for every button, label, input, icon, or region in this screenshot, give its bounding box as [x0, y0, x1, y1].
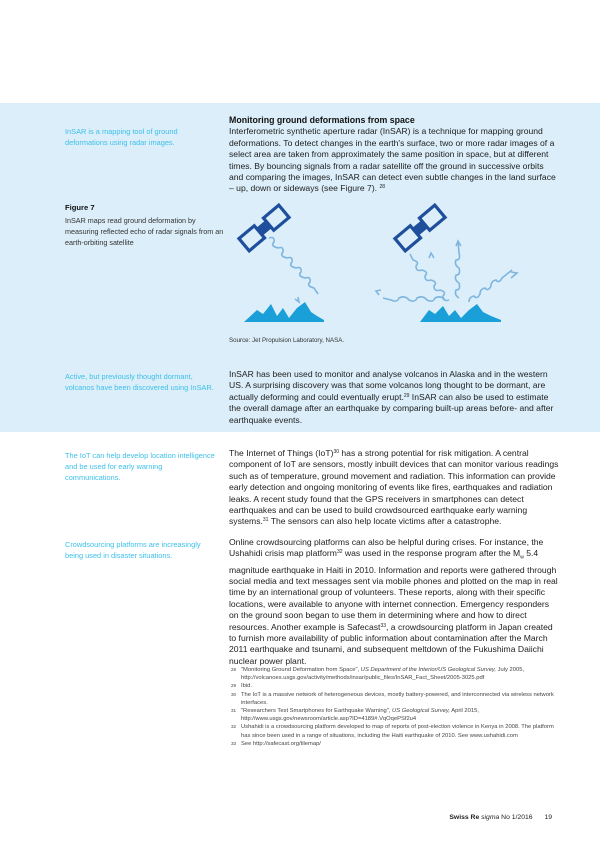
section-heading: Monitoring ground deformations from space — [229, 115, 415, 125]
section-crowdsourcing — [229, 537, 559, 667]
footnote-ref[interactable]: 31 — [262, 517, 269, 524]
paragraph: Online crowdsourcing platforms can also be helpful during crises. For instance, the Ushahidi crisis map platform$^{32}$ was used in the response program after the $M_w$ 5.4 magnitude earthquake in Haiti in 2010. Information and reports were gathered through social media and text messages sent via mobile phones and plotted on the map in real time by an international group of volunteers. These reports, along with their specific locations, were available to anyone with internet connection. Emergency responders on the ground soon began to use them in determining where and how to direct resources. Another example is Safecast$^{33}$, a crowdsourcing platform in Japan created to furnish more availability of public information about contamination after the March 2011 earthquake and tsunami, and subsequent meltdown of the Fukushima Daiichi nuclear power plant. — [229, 537, 558, 666]
footnote: 30 The IoT is a massive network of heterogeneous devices, mostly battery-powered, and interconnected via wireless network interfaces. — [231, 691, 554, 706]
ground-shape-left — [244, 302, 324, 322]
figure-title: Figure 7 — [65, 203, 95, 212]
footnote-ref[interactable]: 29 — [403, 392, 410, 399]
side-note-iot: The IoT can help develop location intelligence and be used for early warning communications. — [65, 451, 215, 482]
side-note-crowdsourcing: Crowdsourcing platforms are increasingly being used in disaster situations. — [65, 540, 201, 560]
footnote-ref[interactable]: 32 — [336, 549, 343, 556]
footnote: 29 Ibid. — [231, 683, 252, 690]
footnote: 33 See http://safecast.org/tilemap/ — [231, 740, 321, 747]
ground-shape-right — [420, 304, 501, 322]
reflected-waves — [383, 241, 512, 302]
brand-name: Swiss Re — [449, 814, 480, 821]
footnotes — [231, 666, 561, 748]
arrow-heads — [376, 241, 517, 295]
page-footer — [449, 814, 552, 821]
section-volcanos — [229, 369, 559, 426]
footnote: 28 "Monitoring Ground Deformation from Space", US Department of the Interior/US Geological Survey, July 2005, http://volcanoes.usgs.gov/activity/methods/insar/public_files/InSAR_Fact_Sheet/2005-3025.pdf — [231, 667, 525, 682]
footnote-ref[interactable]: 33 — [380, 622, 386, 629]
paragraph: The Internet of Things (IoT)$^{30}$ has a strong potential for risk mitigation. A central component of IoT are sensors, mostly inbuilt devices that can monitor various readings such as of temperature, ground movement and radiation. This information can provide early detection and ongoing monitoring of events like fires, earthquakes and radiation leaks. A recent study found that the GPS receivers in smartphones can detect earthquakes and can be used to build crowdsourced earthquake early warning systems.$^{31}$ The sensors can also help locate victims after a catastrophe. — [229, 448, 559, 527]
paragraph: Interferometric synthetic aperture radar (InSAR) is a technique for mapping ground deformations. To detect changes in the earth's surface, two or more radar images of a select area are taken from approximately the same position in space, but at different times. By bouncing signals from a radar satellite off the ground in successive orbits and comparing the images, InSAR can detect even subtle changes in the land surface – up, down or sideways (see Figure 7). $^{28}$ — [229, 126, 556, 194]
satellite-icon-right — [395, 205, 445, 251]
insar-figure — [229, 190, 559, 330]
figure-caption: InSAR maps read ground deformation by measuring reflected echo of radar signals from an earth-orbiting satellite — [65, 216, 224, 247]
footnote: 31 "Researchers Test Smartphones for Earthquake Warning", US Geological Survey, April 2015, http://www.usgs.gov/newsroom/article.asp?ID=4189#.VqOqePSf2u4 — [231, 708, 479, 723]
publication-name: sigma — [481, 814, 500, 821]
issue-number: No 1/2016 — [501, 814, 533, 821]
satellite-icon-left — [239, 205, 289, 251]
paragraph: InSAR has been used to monitor and analyse volcanos in Alaska and in the western US. A surprising discovery was that some volcanos long thought to be dormant, are actually deforming and could eventually erupt.$^{29}$ InSAR can also be used to estimate the overall damage after an earthquake by comparing built-up areas before- and after earthquake events. — [229, 369, 554, 425]
side-note-volcanos: Active, but previously thought dormant, volcanos have been discovered using InSAR. — [65, 372, 214, 392]
section-iot — [229, 448, 559, 528]
side-note-insar: InSAR is a mapping tool of ground deformations using radar images. — [65, 127, 178, 147]
footnote-ref[interactable]: 30 — [333, 449, 340, 455]
page-number: 19 — [544, 814, 552, 821]
footnote: 32 Ushahidi is a crowdsourcing platform developed to map of reports of post-election violence in Kenya in 2008. The platform has since been used in a range of situations, including the Haiti earthquake of 2010. See www.ushahidi.com — [231, 724, 554, 739]
section-insar — [229, 115, 559, 195]
figure-source: Source: Jet Propulsion Laboratory, NASA. — [229, 337, 345, 344]
footnote-ref[interactable]: 28 — [379, 184, 386, 191]
radar-wave-down — [269, 238, 318, 295]
